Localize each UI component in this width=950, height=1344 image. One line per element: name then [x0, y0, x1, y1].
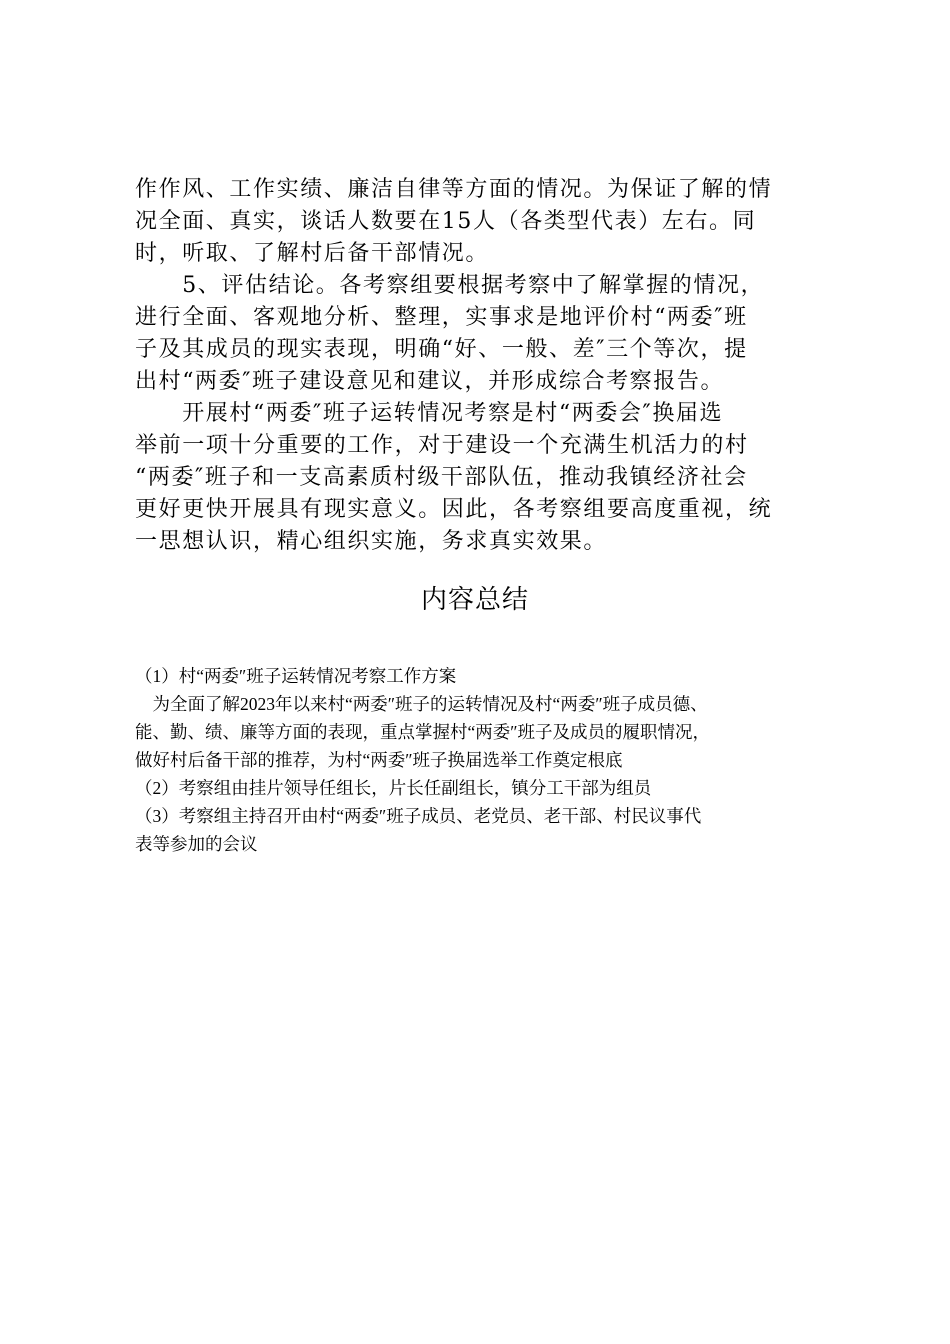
summary-heading: 内容总结 — [420, 585, 529, 615]
body-line: 作作风、工作实绩、廉洁自律等方面的情况。为保证了解的情 — [135, 177, 773, 202]
summary-line: 表等参加的会议 — [135, 834, 258, 854]
summary-line: 做好村后备干部的推荐，为村“两委″班子换届选举工作奠定根底 — [135, 750, 623, 770]
body-line: 5、评估结论。各考察组要根据考察中了解掌握的情况， — [135, 273, 765, 298]
body-line: 一思想认识，精心组织实施，务求真实效果。 — [135, 529, 608, 554]
body-line: 出村“两委″班子建设意见和建议，并形成综合考察报告。 — [135, 369, 725, 394]
body-line: 开展村“两委″班子运转情况考察是村“两委会″换届选 — [135, 401, 724, 426]
summary-line: （3）考察组主持召开由村“两委″班子成员、老党员、老干部、村民议事代 — [135, 806, 702, 826]
body-line: “两委″班子和一支高素质村级干部队伍，推动我镇经济社会 — [135, 465, 748, 490]
summary-line: （2）考察组由挂片领导任组长，片长任副组长，镇分工干部为组员 — [135, 778, 652, 798]
summary-text — [135, 662, 855, 858]
summary-line: 能、勤、绩、廉等方面的表现，重点掌握村“两委″班子及成员的履职情况， — [135, 722, 711, 742]
body-text — [135, 174, 825, 558]
body-line: 时，听取、了解村后备干部情况。 — [135, 241, 490, 266]
body-line: 况全面、真实，谈话人数要在15人（各类型代表）左右。同 — [135, 209, 757, 234]
summary-line: 为全面了解2023年以来村“两委″班子的运转情况及村“两委″班子成员德、 — [135, 694, 708, 714]
body-line: 举前一项十分重要的工作，对于建设一个充满生机活力的村 — [135, 433, 749, 458]
body-line: 进行全面、客观地分析、整理，实事求是地评价村“两委″班 — [135, 305, 748, 330]
body-line: 子及其成员的现实表现，明确“好、一般、差″三个等次，提 — [135, 337, 748, 362]
summary-line: （1）村“两委″班子运转情况考察工作方案 — [135, 666, 457, 686]
body-line: 更好更快开展具有现实意义。因此，各考察组要高度重视，统 — [135, 497, 773, 522]
